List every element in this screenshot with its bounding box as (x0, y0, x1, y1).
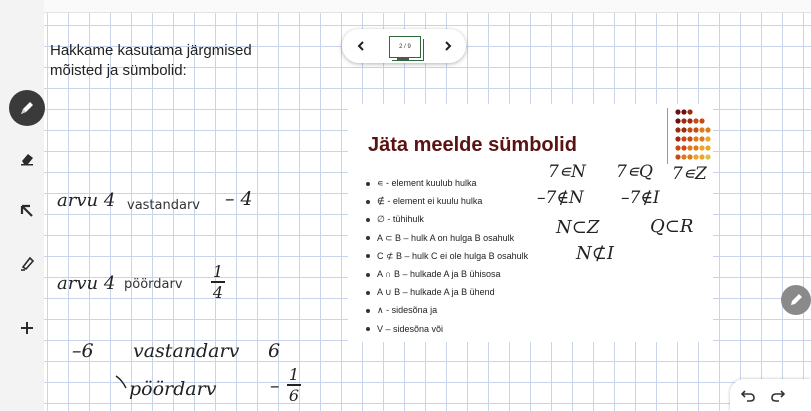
fraction-numerator: 1 (288, 365, 300, 384)
handwritten-arrow-mark (114, 374, 130, 390)
decorative-dot (687, 145, 692, 150)
list-item: A ∪ B – hulkade A ja B ühend (366, 283, 528, 301)
decorative-dot (705, 154, 710, 159)
decorative-dot (705, 127, 710, 132)
fraction-denominator: 6 (288, 385, 300, 405)
list-item: C ⊄ B – hulk C ei ole hulga B osahulk (366, 247, 528, 265)
page-number-label: 2 / 9 (399, 44, 411, 50)
decorative-dot (693, 154, 698, 159)
handwritten-poordarv: pöördarv (129, 378, 217, 400)
decorative-dot (675, 118, 680, 123)
undo-icon (741, 388, 755, 402)
decorative-dot (693, 127, 698, 132)
handwritten-6: 6 (268, 340, 281, 362)
previous-page-button[interactable] (348, 33, 374, 59)
decorative-dot (681, 127, 686, 132)
typed-poordarv: pöördarv (124, 277, 183, 292)
decorative-dot (693, 118, 698, 123)
pen-fab-button[interactable] (781, 285, 811, 315)
add-tool-button[interactable] (9, 310, 45, 346)
annotation-q-subset-r: Q⊂R (650, 216, 694, 237)
decorative-dot (705, 136, 710, 141)
top-strip (0, 0, 811, 13)
handwritten-vastandarv: vastandarv (133, 340, 240, 362)
slide-divider-line (667, 108, 668, 164)
list-item: V – sidesõna või (366, 320, 528, 338)
decorative-dot-grid (674, 108, 712, 164)
heading-line-1: Hakkame kasutama järgmised (50, 42, 252, 59)
decorative-dot (675, 127, 680, 132)
annotation-minus7-notin-i: –7∉I (621, 188, 660, 208)
decorative-dot (699, 127, 704, 132)
highlighter-icon (18, 254, 36, 272)
annotation-minus7-notin-n: –7∉N (537, 188, 584, 208)
select-arrow-icon (18, 202, 36, 220)
annotation-7-in-z: 7∊Z (672, 164, 707, 184)
symbol-list (366, 174, 528, 338)
list-item: ∅ - tühihulk (366, 210, 528, 228)
page-navigator (342, 29, 466, 63)
annotation-n-notsubset-i: N⊄I (576, 243, 614, 264)
page-heading (50, 41, 252, 81)
handwritten-arvu-4-second: arvu 4 (57, 273, 116, 294)
annotation-7-in-q: 7∊Q (616, 162, 653, 182)
fraction-one-sixth (287, 366, 301, 404)
chevron-left-icon (355, 40, 367, 52)
decorative-dot (687, 109, 692, 114)
decorative-dot (681, 136, 686, 141)
decorative-dot (675, 145, 680, 150)
page-thumbnail[interactable] (389, 36, 421, 58)
list-item: ∧ - sidesõna ja (366, 301, 528, 319)
decorative-dot (693, 145, 698, 150)
heading-line-2: mõisted ja sümbolid: (50, 62, 187, 79)
decorative-dot (681, 118, 686, 123)
tool-sidebar (0, 0, 44, 411)
list-item: A ∩ B – hulkade A ja B ühisosa (366, 265, 528, 283)
decorative-dot (705, 145, 710, 150)
pen-tool-button[interactable] (9, 90, 45, 126)
redo-button[interactable] (768, 385, 788, 405)
decorative-dot (675, 109, 680, 114)
decorative-dot (687, 136, 692, 141)
decorative-dot (699, 145, 704, 150)
annotation-n-subset-z: N⊂Z (556, 217, 600, 238)
fraction-one-quarter (211, 263, 225, 301)
handwritten-minus-6: –6 (72, 340, 94, 362)
pen-icon (18, 99, 36, 117)
select-tool-button[interactable] (9, 193, 45, 229)
undo-redo-bar (730, 379, 811, 411)
decorative-dot (687, 127, 692, 132)
chevron-right-icon (442, 40, 454, 52)
decorative-dot (675, 154, 680, 159)
slide-title: Jäta meelde sümbolid (368, 134, 577, 156)
decorative-dot (681, 109, 686, 114)
fraction-denominator: 4 (212, 282, 224, 302)
fraction-numerator: 1 (212, 262, 224, 281)
next-page-button[interactable] (435, 33, 461, 59)
highlighter-tool-button[interactable] (9, 245, 45, 281)
decorative-dot (681, 145, 686, 150)
handwritten-minus-4: – 4 (225, 188, 253, 210)
list-item: A ⊂ B – hulk A on hulga B osahulk (366, 229, 528, 247)
decorative-dot (699, 154, 704, 159)
eraser-tool-button[interactable] (9, 140, 45, 176)
decorative-dot (699, 118, 704, 123)
decorative-dot (675, 136, 680, 141)
redo-icon (771, 388, 785, 402)
thumbnail-indicator (397, 58, 409, 60)
list-item: ∉ - element ei kuulu hulka (366, 192, 528, 210)
annotation-7-in-n: 7∊N (548, 162, 586, 182)
decorative-dot (687, 154, 692, 159)
eraser-icon (18, 149, 36, 167)
add-icon (19, 320, 35, 336)
handwritten-arvu-4-first: arvu 4 (57, 190, 116, 211)
decorative-dot (687, 118, 692, 123)
decorative-dot (693, 136, 698, 141)
undo-button[interactable] (738, 385, 758, 405)
decorative-dot (681, 154, 686, 159)
list-item: ∊ - element kuulub hulka (366, 174, 528, 192)
typed-vastandarv: vastandarv (127, 198, 200, 213)
pen-fab-icon (788, 292, 804, 308)
decorative-dot (699, 136, 704, 141)
handwritten-minus-sign: – (270, 375, 280, 397)
